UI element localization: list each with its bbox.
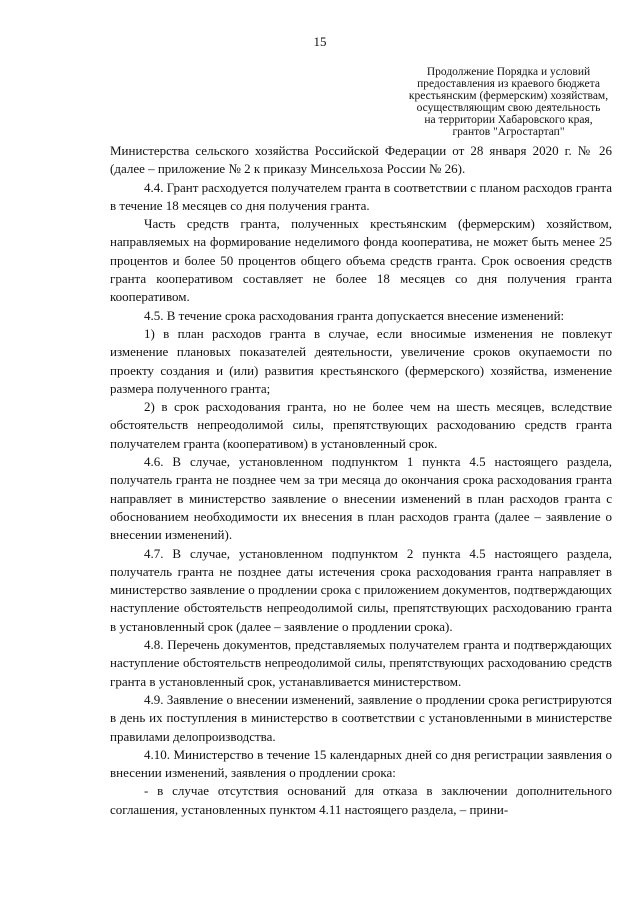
paragraph: Министерства сельского хозяйства Российской Федерации от 28 января 2020 г. № 26 (далее – приложение № 2 к приказу Минсельхоза России № 26). xyxy=(110,143,612,177)
paragraph: 2) в срок расходования гранта, но не более чем на шесть месяцев, вследствие обстоятельств непреодолимой силы, препятствующих расходованию средств гранта получателем гранта (кооперативом) в установленный срок. xyxy=(110,399,612,451)
paragraph: Часть средств гранта, полученных крестьянским (фермерским) хозяйством, направляемых на формирование неделимого фонда кооператива, не может быть менее 25 процентов и более 50 процентов общего объема средств гранта. Срок освоения средств гранта кооперативом составляет не более 18 месяцев со дня получения гранта кооперативом. xyxy=(110,216,612,305)
page-number: 15 xyxy=(313,34,327,49)
header-line: Продолжение Порядка и условий xyxy=(426,66,591,78)
paragraph: 4.4. Грант расходуется получателем гранта в соответствии с планом расходов гранта в течение 18 месяцев со дня получения гранта. xyxy=(110,179,612,213)
paragraph: 4.8. Перечень документов, представляемых получателем гранта и подтверждающих наступление обстоятельств непреодолимой силы, препятствующих расходованию средств гранта в установленный срок, устанавливается министерством. xyxy=(110,637,612,689)
header-line: на территории Хабаровского края, xyxy=(424,114,593,126)
header-line: грантов "Агростартап" xyxy=(452,126,565,138)
paragraph: - в случае отсутствия оснований для отказа в заключении дополнительного соглашения, установленных пунктом 4.11 настоящего раздела, – прини- xyxy=(110,783,612,817)
paragraph: 4.6. В случае, установленном подпунктом 1 пункта 4.5 настоящего раздела, получатель гранта не позднее чем за три месяца до окончания срока расходования гранта направляет в министерство заявление о внесении изменений в план расходов гранта с обоснованием необходимости их внесения в план расходов гранта (далее – заявление о внесении изменений). xyxy=(110,454,612,543)
paragraph: 4.7. В случае, установленном подпунктом 2 пункта 4.5 настоящего раздела, получатель гранта не позднее даты истечения срока расходования гранта направляет в министерство заявление о продлении срока с приложением документов, подтверждающих наступление обстоятельств непреодолимой силы, препятствующих расходованию гранта в установленный срок (далее – заявление о продлении срока). xyxy=(110,545,612,634)
paragraph: 4.9. Заявление о внесении изменений, заявление о продлении срока регистрируются в день их поступления в министерство в соответствии с установленными в министерстве правилами делопроизводства. xyxy=(110,691,612,744)
header-line: крестьянским (фермерским) хозяйствам, xyxy=(408,90,609,102)
header-line: предоставления из краевого бюджета xyxy=(417,78,600,90)
header-line: осуществляющим свою деятельность xyxy=(416,102,601,114)
paragraph: 4.5. В течение срока расходования гранта допускается внесение изменений: xyxy=(144,307,565,323)
paragraph: 1) в план расходов гранта в случае, если вносимые изменения не повлекут изменение плановых показателей деятельности, увеличение сроков окупаемости по проекту создания и (или) развития крестьянского (фермерского) хозяйства, изменение размера полученного гранта; xyxy=(110,325,612,396)
document-body xyxy=(110,142,612,819)
running-header xyxy=(396,66,621,138)
paragraph: 4.10. Министерство в течение 15 календарных дней со дня регистрации заявления о внесении изменений, заявления о продлении срока: xyxy=(110,746,612,781)
